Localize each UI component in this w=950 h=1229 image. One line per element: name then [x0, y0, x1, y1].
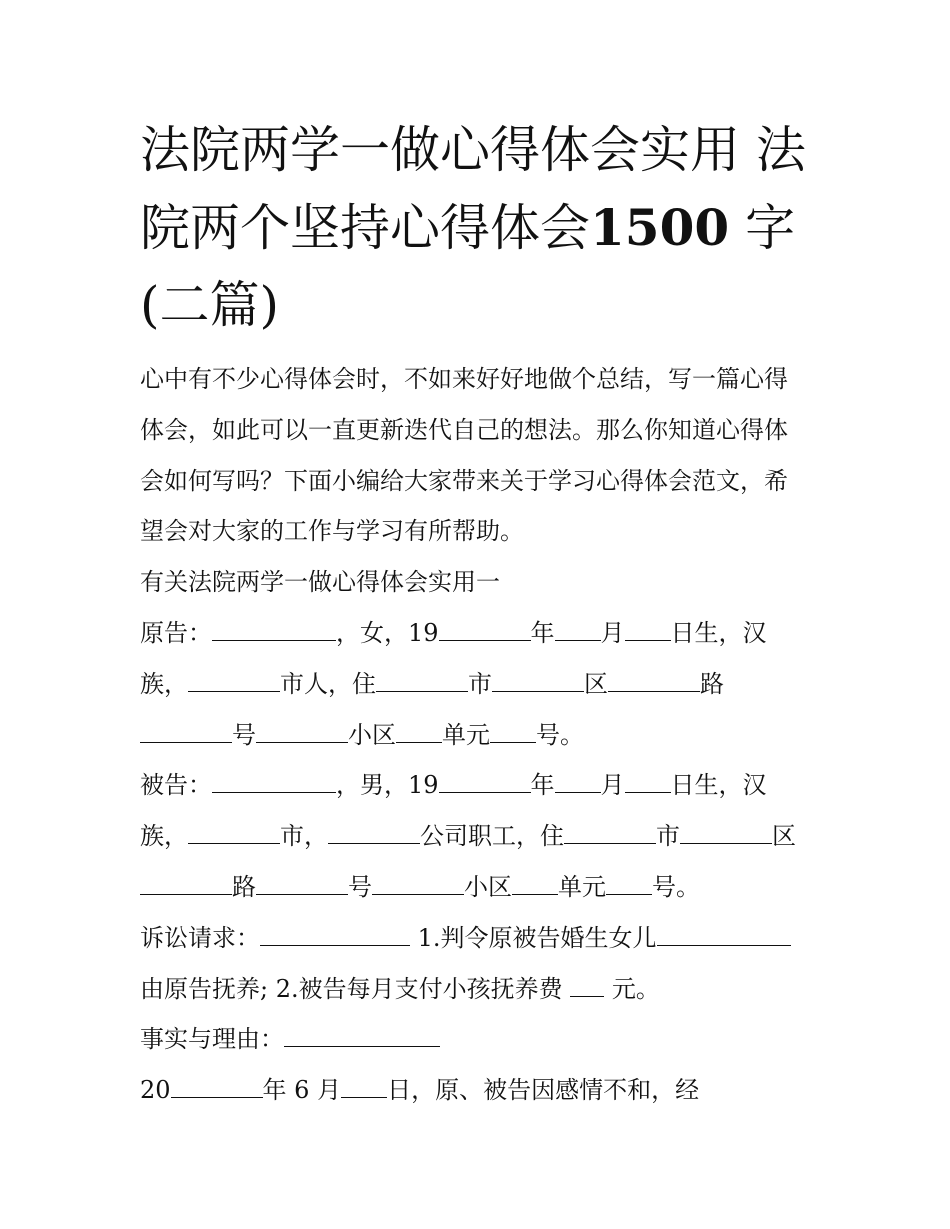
defendant-company-label: 公司职工，住: [420, 822, 564, 850]
title-line-2: [140, 189, 820, 267]
facts-label: 事实与理由：: [140, 1025, 284, 1053]
plaintiff-city-blank: [188, 669, 280, 692]
plaintiff-road-label: 路: [700, 670, 724, 698]
plaintiff-month-blank: [555, 618, 601, 641]
plaintiff-unit-blank: [396, 720, 442, 743]
claims-blank: [260, 923, 410, 946]
plaintiff-city-label: 市人，住: [280, 670, 376, 698]
defendant-line-3: [140, 872, 700, 902]
defendant-room-label: 号。: [652, 873, 700, 901]
plaintiff-number-label: 号: [232, 721, 256, 749]
defendant-city-label: 市，: [280, 822, 328, 850]
defendant-unit-label: 单元: [558, 873, 606, 901]
defendant-community-blank: [372, 872, 464, 895]
defendant-company-blank: [328, 821, 420, 844]
title-number: 1500: [590, 198, 730, 257]
plaintiff-label: 原告：: [140, 619, 212, 647]
plaintiff-res-city-label: 市: [468, 670, 492, 698]
plaintiff-year-blank: [439, 618, 531, 641]
defendant-number-label: 号: [348, 873, 372, 901]
defendant-unit-blank: [512, 872, 558, 895]
plaintiff-room-blank: [490, 720, 536, 743]
document-title: [140, 112, 820, 344]
plaintiff-month-label: 月: [600, 619, 625, 647]
intro-line-1: 心中有不少心得体会时，不如来好好地做个总结，写一篇心得: [140, 365, 788, 393]
plaintiff-district-label: 区: [584, 670, 608, 698]
plaintiff-community-label: 小区: [348, 721, 396, 749]
plaintiff-room-label: 号。: [536, 721, 584, 749]
plaintiff-district-blank: [492, 669, 584, 692]
facts-heading-line: [140, 1024, 440, 1054]
defendant-res-city-label: 市: [656, 822, 680, 850]
claims-line-1: [140, 923, 791, 953]
plaintiff-road-blank: [608, 669, 700, 692]
facts-year-blank: [171, 1075, 263, 1098]
claims-item-1: 1.判令原被告婚生女儿: [410, 924, 657, 952]
defendant-year-label: 年: [530, 771, 555, 799]
claims-label: 诉讼请求：: [140, 924, 260, 952]
defendant-name-blank: [212, 770, 336, 793]
intro-line-4: 望会对大家的工作与学习有所帮助。: [140, 517, 524, 545]
defendant-line-2: [140, 821, 796, 851]
defendant-gender: ，男，19: [336, 771, 439, 799]
plaintiff-ethnicity: 族，: [140, 670, 188, 698]
plaintiff-gender: ，女，19: [336, 619, 439, 647]
plaintiff-res-city-blank: [376, 669, 468, 692]
claims-currency: 元。: [604, 975, 660, 1003]
claims-item-2: 由原告抚养; 2.被告每月支付小孩抚养费: [140, 975, 571, 1003]
claims-amount-blank: [570, 974, 604, 997]
section-heading: 有关法院两学一做心得体会实用一: [140, 568, 500, 596]
title-line-2-suffix: 字: [729, 199, 796, 257]
plaintiff-community-blank: [256, 720, 348, 743]
plaintiff-day-blank: [625, 618, 671, 641]
claims-daughter-blank: [657, 923, 791, 946]
title-line-2-prefix: 院两个坚持心得体会: [140, 199, 590, 257]
facts-line-1: [140, 1075, 699, 1105]
plaintiff-line-1: [140, 618, 767, 648]
plaintiff-unit-label: 单元: [442, 721, 490, 749]
defendant-label: 被告：: [140, 771, 212, 799]
facts-blank: [284, 1024, 440, 1047]
intro-line-3: 会如何写吗？下面小编给大家带来关于学习心得体会范文，希: [140, 467, 788, 495]
defendant-road-label: 路: [232, 873, 256, 901]
title-line-3: (二篇): [140, 276, 280, 334]
facts-day-blank: [341, 1075, 387, 1098]
plaintiff-day-label: 日生，汉: [670, 619, 767, 647]
facts-text: 日，原、被告因感情不和，经: [387, 1076, 700, 1104]
plaintiff-year-label: 年: [530, 619, 555, 647]
plaintiff-number-blank: [140, 720, 232, 743]
defendant-number-blank: [256, 872, 348, 895]
defendant-day-blank: [625, 770, 671, 793]
defendant-community-label: 小区: [464, 873, 512, 901]
defendant-month-label: 月: [600, 771, 625, 799]
plaintiff-line-2: [140, 669, 724, 699]
facts-month: 年 6 月: [262, 1076, 342, 1104]
defendant-city-blank: [188, 821, 280, 844]
claims-line-2: [140, 974, 660, 1004]
defendant-month-blank: [555, 770, 601, 793]
plaintiff-name-blank: [212, 618, 336, 641]
defendant-district-blank: [680, 821, 772, 844]
defendant-district-label: 区: [772, 822, 796, 850]
defendant-line-1: [140, 770, 767, 800]
defendant-res-city-blank: [564, 821, 656, 844]
defendant-year-blank: [439, 770, 531, 793]
title-line-1: 法院两学一做心得体会实用 法: [140, 121, 806, 179]
defendant-ethnicity: 族，: [140, 822, 188, 850]
defendant-day-label: 日生，汉: [670, 771, 767, 799]
intro-line-2: 体会，如此可以一直更新迭代自己的想法。那么你知道心得体: [140, 416, 788, 444]
facts-year-prefix: 20: [140, 1076, 171, 1104]
defendant-room-blank: [606, 872, 652, 895]
plaintiff-line-3: [140, 720, 584, 750]
defendant-road-blank: [140, 872, 232, 895]
